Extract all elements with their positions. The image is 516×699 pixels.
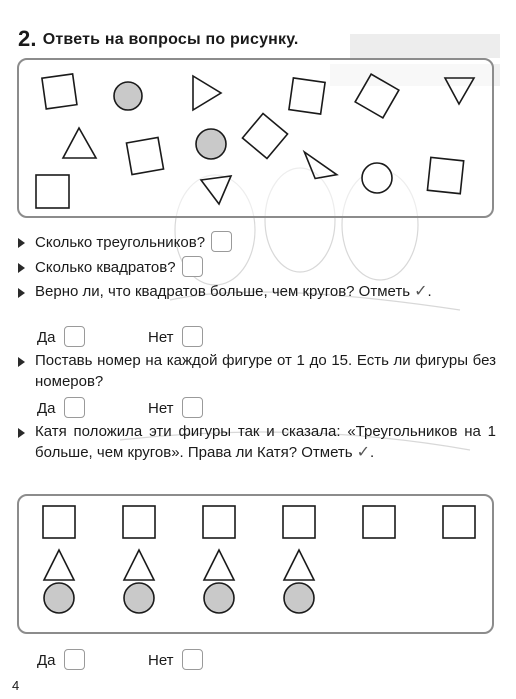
triangle-shape-5 [201, 176, 231, 204]
yes-label: Да [37, 329, 56, 346]
no-label: Нет [148, 652, 174, 669]
square-shape-5 [242, 113, 287, 158]
no-checkbox[interactable] [182, 397, 203, 418]
square-shape [363, 506, 395, 538]
triangle-shape [124, 550, 154, 580]
square-shape-2 [289, 78, 325, 114]
square-shape [203, 506, 235, 538]
question-text: Сколько квадратов? [35, 259, 176, 276]
square-shape-6 [427, 157, 463, 193]
square-shape [283, 506, 315, 538]
no-label: Нет [148, 329, 174, 346]
bullet-icon [18, 357, 25, 367]
shapes-panel-2 [17, 494, 494, 634]
tick-icon: ✓ [414, 283, 428, 300]
question-squares-vs-circles: Верно ли, что квадратов больше, чем кругов? Отметь ✓. [18, 281, 496, 302]
yes-label: Да [37, 400, 56, 417]
shapes-panel-1 [17, 58, 494, 218]
page-number: 4 [12, 678, 20, 693]
answer-yes-1 [37, 326, 85, 347]
triangle-shape-4 [304, 147, 336, 179]
circle-shape [204, 583, 234, 613]
square-shape [43, 506, 75, 538]
question-katya: Катя положила эти фигуры так и сказала: «Треугольников на 1 больше, чем кругов». Права ли Катя? Отметь ✓. [18, 421, 496, 463]
bullet-icon [18, 288, 25, 298]
square-shape-7 [36, 175, 69, 208]
question-text: Верно ли, что квадратов больше, чем кругов? Отметь [35, 283, 411, 300]
answer-yes-2 [37, 397, 85, 418]
no-label: Нет [148, 400, 174, 417]
answer-box-squares[interactable] [182, 256, 203, 277]
question-text: Катя положила эти фигуры так и сказала: «Треугольников на 1 больше, чем кругов». Права ли Катя? Отметь [35, 423, 496, 461]
answer-box-triangles[interactable] [211, 231, 232, 252]
exercise-title-text: Ответь на вопросы по рисунку. [42, 31, 299, 48]
answer-no-1 [148, 326, 203, 347]
yes-label: Да [37, 652, 56, 669]
triangle-shape-3 [63, 128, 96, 158]
triangle-shape-2 [445, 78, 474, 104]
tick-icon: ✓ [356, 444, 370, 461]
exercise-title [18, 26, 299, 52]
answer-no-2 [148, 397, 203, 418]
circle-shape [124, 583, 154, 613]
bullet-icon [18, 428, 25, 438]
circle-shape [44, 583, 74, 613]
triangle-shape [284, 550, 314, 580]
circle-shape [284, 583, 314, 613]
triangle-shape [44, 550, 74, 580]
circle-shape-2 [196, 129, 226, 159]
circle-shape-1 [114, 82, 142, 110]
answer-yes-3 [37, 649, 85, 670]
question-text: Поставь номер на каждой фигуре от 1 до 15. Есть ли фигуры без номеров? [35, 352, 496, 390]
triangle-shape-1 [193, 76, 221, 110]
triangle-shape [204, 550, 234, 580]
exercise-number: 2. [18, 26, 37, 51]
question-numbering [18, 350, 496, 392]
square-shape-1 [42, 74, 77, 109]
square-shape-4 [126, 137, 163, 174]
no-checkbox[interactable] [182, 649, 203, 670]
question-triangles [18, 231, 496, 253]
answer-no-3 [148, 649, 203, 670]
yes-checkbox[interactable] [64, 649, 85, 670]
bullet-icon [18, 238, 25, 248]
square-shape-3 [355, 74, 399, 118]
yes-checkbox[interactable] [64, 326, 85, 347]
square-shape [123, 506, 155, 538]
question-squares [18, 256, 496, 278]
question-text: Сколько треугольников? [35, 234, 206, 251]
no-checkbox[interactable] [182, 326, 203, 347]
bullet-icon [18, 263, 25, 273]
square-shape [443, 506, 475, 538]
yes-checkbox[interactable] [64, 397, 85, 418]
circle-shape-3 [362, 163, 392, 193]
